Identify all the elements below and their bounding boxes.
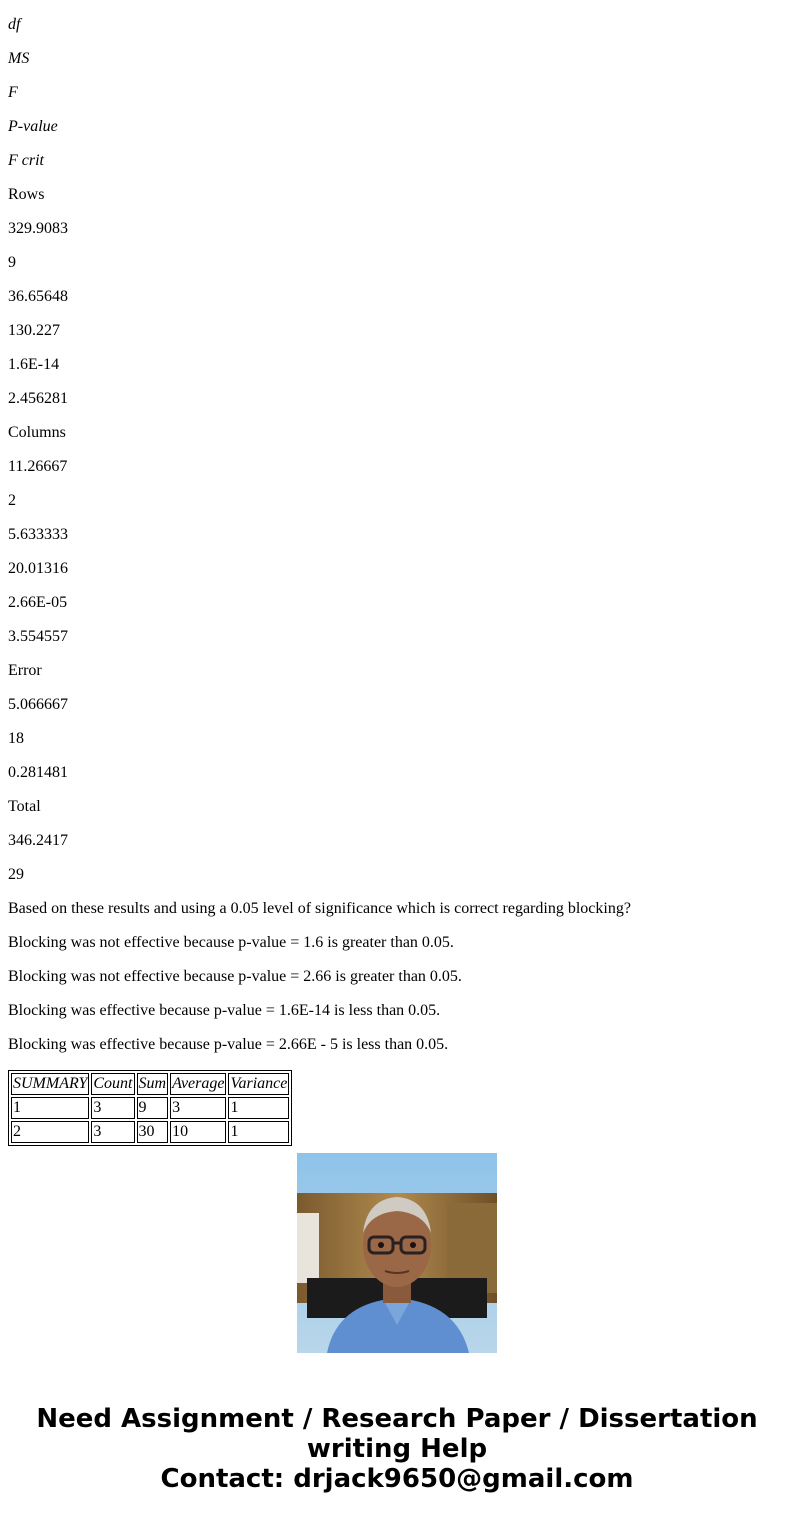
anova-cell: 5.066667: [8, 696, 68, 713]
anova-cell: 346.2417: [8, 832, 68, 849]
anova-header-f: F: [8, 84, 18, 101]
promo-contact: Contact: drjack9650@gmail.com: [160, 1464, 634, 1494]
anova-source-total: Total: [8, 798, 41, 815]
table-header-cell: Average: [170, 1073, 226, 1095]
table-cell: 3: [91, 1097, 134, 1119]
table-header-cell: Count: [91, 1073, 134, 1095]
anova-cell: 2.66E-05: [8, 594, 68, 611]
table-header-row: [11, 1073, 289, 1095]
table-row: [11, 1097, 289, 1119]
table-cell: 3: [91, 1121, 134, 1143]
table-cell: 1: [11, 1097, 89, 1119]
anova-header-f-crit: F crit: [8, 152, 44, 169]
promo-line: Need Assignment / Research Paper / Dissertation: [36, 1404, 758, 1434]
anova-source-rows: Rows: [8, 186, 45, 203]
anova-header-ms: MS: [8, 50, 30, 67]
table-cell: 30: [137, 1121, 169, 1143]
promo-banner: [0, 1404, 794, 1494]
anova-cell: 3.554557: [8, 628, 68, 645]
table-cell: 3: [170, 1097, 226, 1119]
anova-cell: 20.01316: [8, 560, 68, 577]
table-header-cell: Variance: [228, 1073, 289, 1095]
anova-cell: 9: [8, 254, 16, 271]
anova-header-p-value: P-value: [8, 118, 58, 135]
anova-header-df: df: [8, 16, 21, 33]
avatar: [297, 1153, 497, 1353]
answer-option: Blocking was not effective because p-value = 2.66 is greater than 0.05.: [8, 968, 462, 985]
anova-cell: 11.26667: [8, 458, 68, 475]
anova-cell: 0.281481: [8, 764, 68, 781]
table-row: [11, 1121, 289, 1143]
promo-line: writing Help: [306, 1434, 488, 1464]
table-cell: 9: [137, 1097, 169, 1119]
anova-cell: 29: [8, 866, 24, 883]
answer-option: Blocking was effective because p-value = 1.6E-14 is less than 0.05.: [8, 1002, 441, 1019]
anova-cell: 36.65648: [8, 288, 68, 305]
table-header-cell: Sum: [137, 1073, 169, 1095]
anova-cell: 130.227: [8, 322, 60, 339]
document-content: [8, 0, 786, 1140]
table-header-cell: SUMMARY: [11, 1073, 89, 1095]
anova-source-columns: Columns: [8, 424, 66, 441]
table-cell: 2: [11, 1121, 89, 1143]
anova-cell: 1.6E-14: [8, 356, 60, 373]
summary-table: [8, 1070, 292, 1146]
anova-cell: 329.9083: [8, 220, 68, 237]
answer-option: Blocking was not effective because p-value = 1.6 is greater than 0.05.: [8, 934, 454, 951]
table-cell: 1: [228, 1097, 289, 1119]
anova-cell: 5.633333: [8, 526, 68, 543]
avatar-portrait: [297, 1153, 497, 1353]
table-cell: 1: [228, 1121, 289, 1143]
question-text: Based on these results and using a 0.05 level of significance which is correct regarding blocking?: [8, 900, 631, 917]
anova-source-error: Error: [8, 662, 42, 679]
anova-cell: 2.456281: [8, 390, 68, 407]
table-cell: 10: [170, 1121, 226, 1143]
anova-cell: 2: [8, 492, 16, 509]
answer-option: Blocking was effective because p-value = 2.66E - 5 is less than 0.05.: [8, 1036, 449, 1053]
anova-cell: 18: [8, 730, 24, 747]
